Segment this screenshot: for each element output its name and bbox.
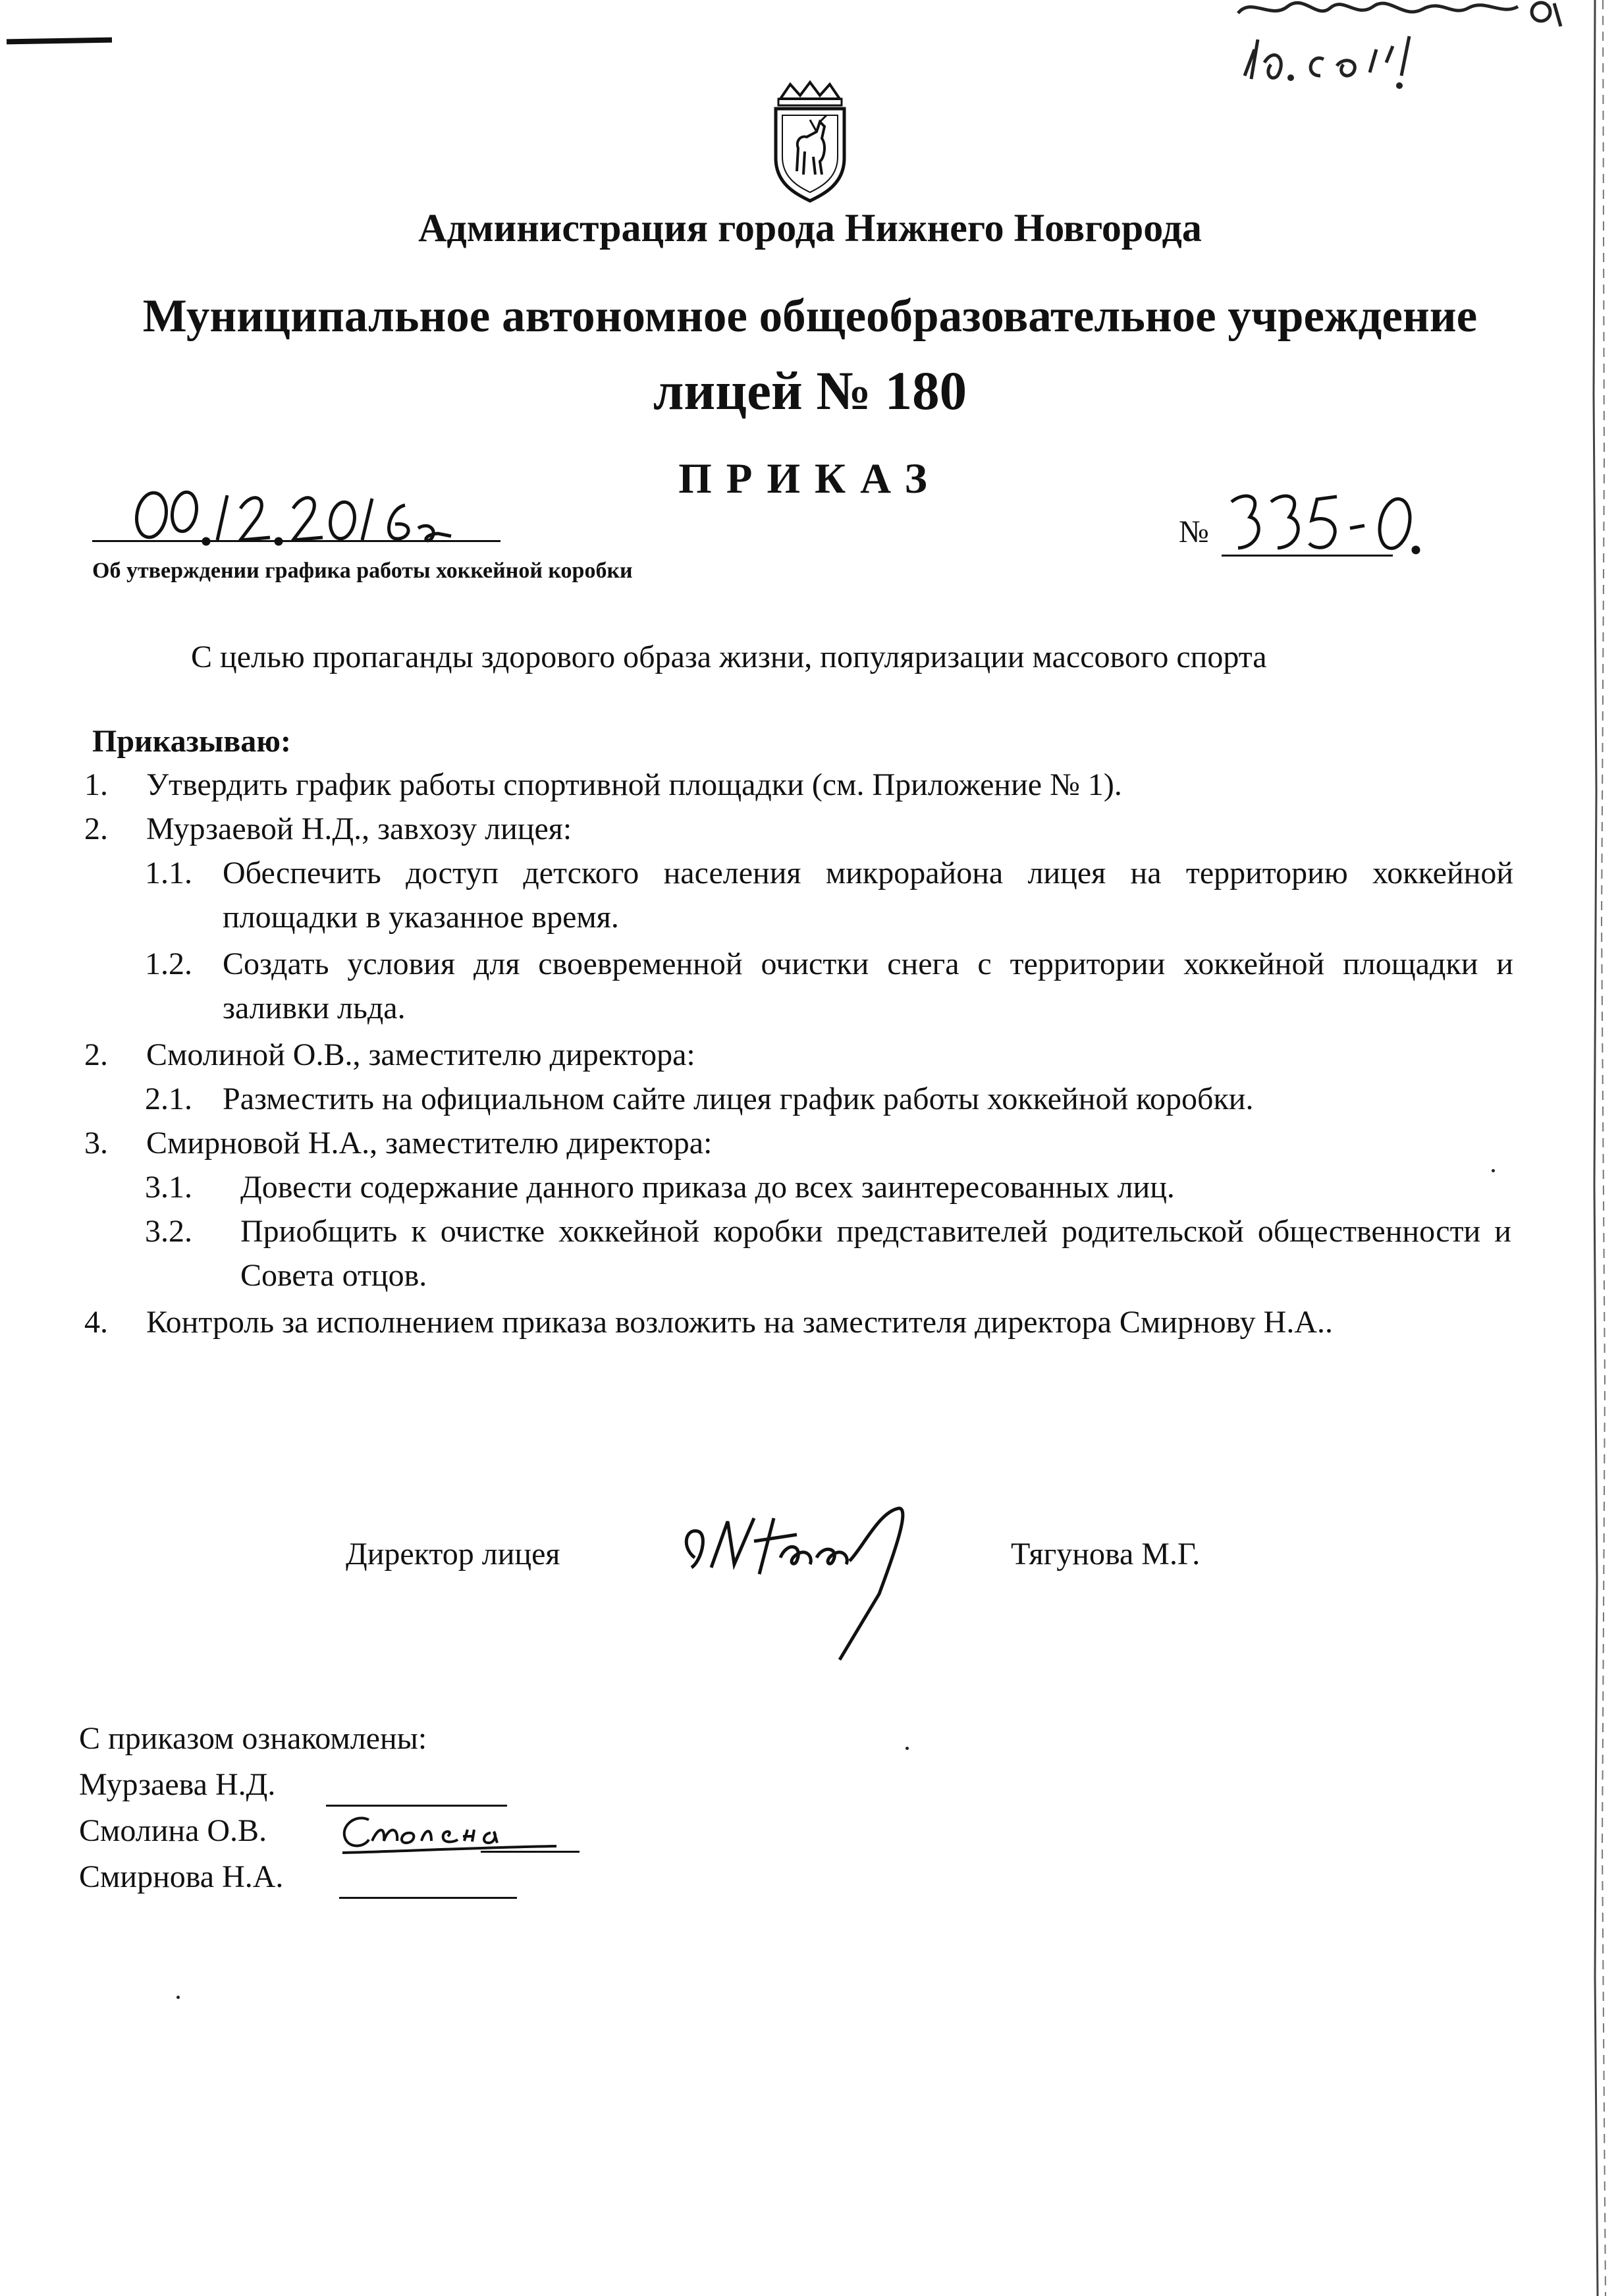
item-text: Довести содержание данного приказа до всех заинтересованных лиц.	[240, 1170, 1175, 1205]
handwritten-corner-note	[1225, 0, 1594, 105]
item-text: Смирновой Н.А., заместителю директора:	[146, 1126, 713, 1161]
administration-heading: Администрация города Нижнего Новгорода	[418, 206, 1202, 250]
order-label: Приказываю:	[92, 724, 291, 759]
smolina-signature	[333, 1800, 570, 1872]
item-text: Смолиной О.В., заместителю директора:	[146, 1037, 695, 1072]
item-number: 4.	[84, 1305, 108, 1340]
order-number-label: №	[1179, 514, 1209, 549]
lyceum-heading: лицей № 180	[653, 360, 967, 421]
document-type-heading: ПРИКАЗ	[678, 455, 942, 503]
director-title: Директор лицея	[346, 1537, 560, 1572]
item-number: 1.	[84, 767, 108, 802]
acknowledgement-person: Смирнова Н.А.	[79, 1859, 284, 1894]
item-number: 1.2.	[145, 946, 192, 981]
signature-line	[481, 1851, 580, 1853]
item-text: Приобщить к очистке хоккейной коробки представителей родительской общественности и Совета отцов.	[240, 1214, 1511, 1293]
director-signature	[682, 1495, 958, 1673]
item-number: 2.	[84, 811, 108, 846]
item-text: Утвердить график работы спортивной площадки (см. Приложение № 1).	[146, 767, 1122, 802]
signature-line	[339, 1897, 517, 1899]
item-text: Мурзаевой Н.Д., завхозу лицея:	[146, 811, 572, 846]
acknowledgement-person: Смолина О.В.	[79, 1813, 267, 1848]
item-number: 3.	[84, 1126, 108, 1161]
scan-mark	[7, 38, 112, 45]
institution-heading: Муниципальное автономное общеобразовательное учреждение	[142, 290, 1478, 342]
order-subject: Об утверждении графика работы хоккейной коробки	[92, 559, 633, 583]
handwritten-order-number	[1225, 487, 1436, 560]
item-text: Создать условия для своевременной очистки снега с территории хоккейной площадки и заливки льда.	[223, 946, 1513, 1025]
acknowledgement-person: Мурзаева Н.Д.	[79, 1767, 276, 1802]
handwritten-date	[128, 469, 471, 555]
scan-speck	[1492, 1169, 1495, 1172]
acknowledgement-heading: С приказом ознакомлены:	[79, 1721, 427, 1756]
item-text: Разместить на официальном сайте лицея график работы хоккейной коробки.	[223, 1081, 1254, 1116]
item-number: 3.2.	[145, 1214, 192, 1249]
coat-of-arms-emblem	[764, 79, 856, 204]
intro-paragraph: С целью пропаганды здорового образа жизни, популяризации массового спорта	[191, 640, 1267, 674]
item-number: 1.1.	[145, 856, 192, 890]
item-text: Контроль за исполнением приказа возложить на заместителя директора Смирнову Н.А..	[146, 1305, 1333, 1340]
item-number: 3.1.	[145, 1170, 192, 1205]
scan-speck	[176, 1996, 180, 1999]
item-number: 2.1.	[145, 1081, 192, 1116]
item-text: Обеспечить доступ детского населения микрорайона лицея на территорию хоккейной площадки в указанное время.	[223, 856, 1513, 935]
director-name: Тягунова М.Г.	[1011, 1537, 1201, 1572]
item-number: 2.	[84, 1037, 108, 1072]
scan-speck	[905, 1747, 909, 1750]
page-edge-shadow	[1587, 0, 1613, 2296]
